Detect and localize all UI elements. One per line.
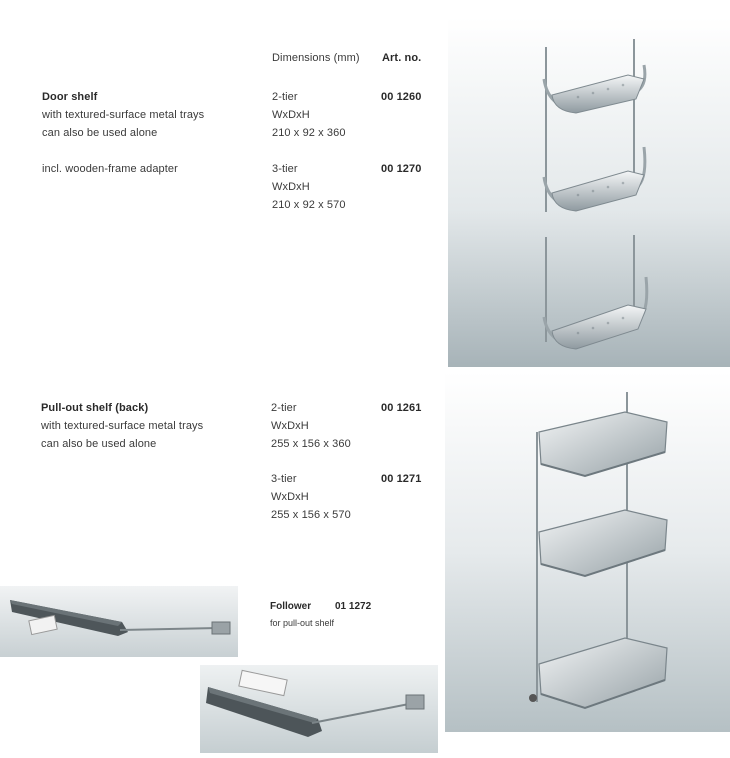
pullout-shelf-desc-1: with textured-surface metal trays	[41, 420, 204, 432]
pullout-shelf-v1-dims: 255 x 156 x 360	[271, 438, 351, 450]
door-shelf-desc-1: with textured-surface metal trays	[42, 109, 205, 121]
follower-title: Follower	[270, 601, 312, 612]
door-shelf-title: Door shelf	[42, 91, 98, 103]
pullout-shelf-v2-dims: 255 x 156 x 570	[271, 509, 351, 521]
door-shelf-v1-dims-label: WxDxH	[272, 109, 310, 121]
pullout-shelf-desc-2: can also be used alone	[41, 438, 157, 450]
follower-photo-2	[200, 665, 438, 753]
pullout-shelf-v1-art-no: 00 1261	[381, 402, 422, 414]
follower-photo-1	[0, 586, 238, 657]
pullout-shelf-v1-tiers: 2-tier	[271, 402, 297, 414]
door-shelf-v2-art-no: 00 1270	[381, 163, 422, 175]
door-shelf-v2-dims-label: WxDxH	[272, 181, 310, 193]
door-shelf-v1-dims: 210 x 92 x 360	[272, 127, 346, 139]
door-shelf-v2-dims: 210 x 92 x 570	[272, 199, 346, 211]
pullout-shelf-photo	[445, 372, 730, 732]
door-shelf-v1-tiers: 2-tier	[272, 91, 298, 103]
follower-art-no: 01 1272	[335, 601, 372, 612]
pullout-shelf-v2-dims-label: WxDxH	[271, 491, 309, 503]
door-shelf-desc-2: can also be used alone	[42, 127, 158, 139]
door-shelf-v2-tiers: 3-tier	[272, 163, 298, 175]
door-shelf-v1-art-no: 00 1260	[381, 91, 422, 103]
follower-desc: for pull-out shelf	[270, 618, 335, 628]
door-shelf-note: incl. wooden-frame adapter	[42, 163, 178, 175]
dimensions-header: Dimensions (mm)	[272, 52, 360, 64]
door-shelf-photo	[448, 17, 730, 367]
pullout-shelf-title: Pull-out shelf (back)	[41, 402, 149, 414]
pullout-shelf-v1-dims-label: WxDxH	[271, 420, 309, 432]
pullout-shelf-v2-tiers: 3-tier	[271, 473, 297, 485]
art-no-header: Art. no.	[382, 52, 422, 64]
pullout-shelf-v2-art-no: 00 1271	[381, 473, 422, 485]
